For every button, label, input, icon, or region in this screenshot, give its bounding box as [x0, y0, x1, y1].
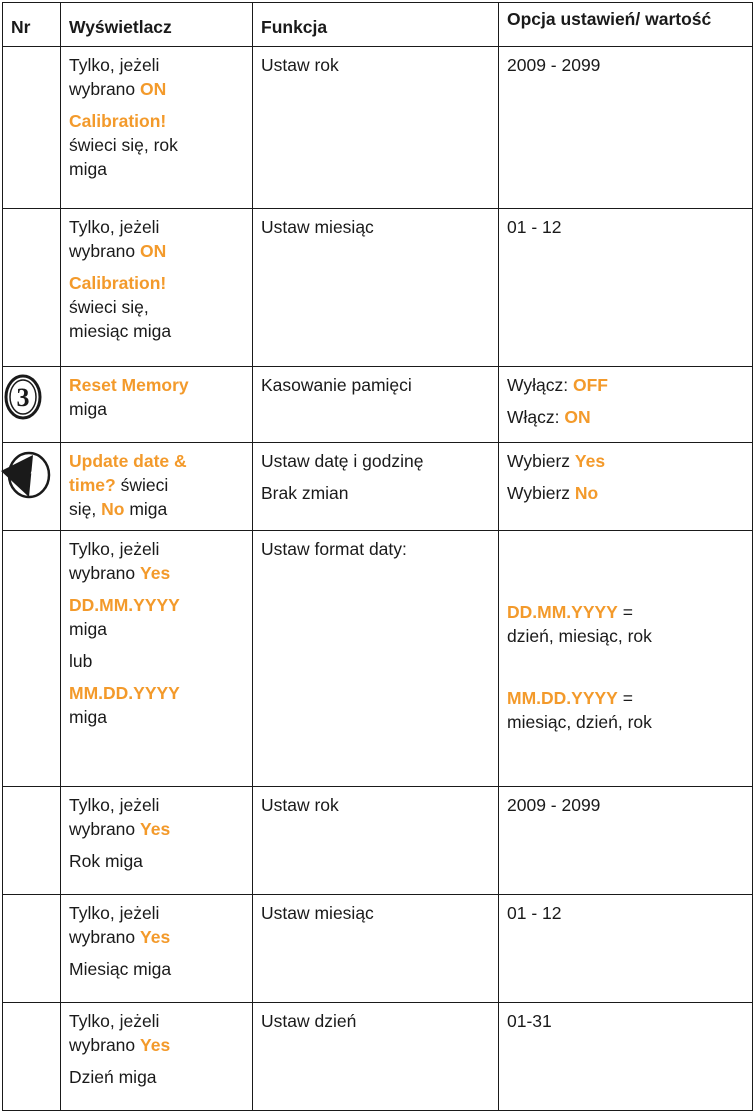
table-row — [3, 895, 753, 1003]
svg-text:?: ? — [29, 464, 45, 491]
table-row — [3, 787, 753, 895]
display-line: Tylko, jeżeli — [69, 55, 160, 75]
display-line: miga — [69, 159, 107, 179]
display-line: wybrano ON — [69, 241, 167, 261]
row-display-cell — [61, 47, 253, 209]
row-nr-cell — [3, 787, 61, 895]
row-option-cell: 2009 - 2099 — [499, 787, 753, 895]
row-display-cell — [61, 787, 253, 895]
display-line: Dzień miga — [69, 1067, 157, 1087]
display-line: wybrano Yes — [69, 563, 171, 583]
display-line: świeci się, rok — [69, 135, 178, 155]
option-line: Wyłącz: OFF — [507, 375, 608, 395]
option-line: DD.MM.YYYY = — [507, 602, 633, 622]
display-line: Reset Memory — [69, 375, 189, 395]
option-line: miesiąc, dzień, rok — [507, 712, 652, 732]
row-function-cell: Ustaw dzień — [253, 1003, 499, 1111]
display-line: DD.MM.YYYY — [69, 595, 180, 615]
header-function: Funkcja — [253, 3, 499, 47]
option-line: MM.DD.YYYY = — [507, 688, 633, 708]
header-option-text: Opcja ustawień/ wartość — [507, 9, 712, 29]
row-option-cell: 01-31 — [499, 1003, 753, 1111]
display-line: wybrano Yes — [69, 1035, 171, 1055]
display-line: Tylko, jeżeli — [69, 903, 160, 923]
display-line: wybrano Yes — [69, 819, 171, 839]
table-row — [3, 531, 753, 787]
row-display-cell — [61, 531, 253, 787]
svg-text:3: 3 — [16, 383, 30, 412]
row-option-cell — [499, 443, 753, 531]
row-option-cell: 01 - 12 — [499, 209, 753, 367]
row-nr-cell — [3, 895, 61, 1003]
table-row — [3, 47, 753, 209]
row-nr-cell — [3, 367, 61, 443]
display-line: Tylko, jeżeli — [69, 1011, 160, 1031]
table-row — [3, 209, 753, 367]
display-line: się, No miga — [69, 499, 168, 519]
row-function-cell: Ustaw miesiąc — [253, 895, 499, 1003]
settings-table — [2, 2, 753, 1111]
step-3-circle-icon — [3, 373, 43, 421]
table-row — [3, 367, 753, 443]
row-display-cell — [61, 1003, 253, 1111]
option-line: Wybierz No — [507, 483, 599, 503]
row-function-cell: Kasowanie pamięci — [253, 367, 499, 443]
option-line: Wybierz Yes — [507, 451, 606, 471]
display-line: MM.DD.YYYY — [69, 683, 180, 703]
header-option — [499, 3, 753, 47]
display-line: Miesiąc miga — [69, 959, 172, 979]
function-line: Brak zmian — [261, 483, 349, 503]
row-nr-cell — [3, 443, 61, 531]
display-line: Calibration! — [69, 273, 167, 293]
row-option-cell — [499, 367, 753, 443]
display-line: miga — [69, 619, 107, 639]
row-option-cell: 01 - 12 — [499, 895, 753, 1003]
function-line: Ustaw datę i godzinę — [261, 451, 424, 471]
display-line: Tylko, jeżeli — [69, 217, 160, 237]
row-nr-cell — [3, 531, 61, 787]
display-line: Tylko, jeżeli — [69, 539, 160, 559]
row-function-cell: Ustaw format daty: — [253, 531, 499, 787]
display-line: świeci się, — [69, 297, 149, 317]
display-line: wybrano Yes — [69, 927, 171, 947]
row-option-cell — [499, 531, 753, 787]
row-display-cell — [61, 895, 253, 1003]
display-line: miesiąc miga — [69, 321, 172, 341]
display-line: Rok miga — [69, 851, 143, 871]
row-display-cell — [61, 209, 253, 367]
header-display: Wyświetlacz — [61, 3, 253, 47]
row-display-cell — [61, 443, 253, 531]
row-option-cell: 2009 - 2099 — [499, 47, 753, 209]
display-line: miga — [69, 707, 107, 727]
display-line: miga — [69, 399, 107, 419]
option-line: Włącz: ON — [507, 407, 591, 427]
question-arrow-icon — [0, 449, 53, 503]
table-header-row — [3, 3, 753, 47]
table-row — [3, 443, 753, 531]
display-line: lub — [69, 651, 93, 671]
option-line: dzień, miesiąc, rok — [507, 626, 652, 646]
display-line: Tylko, jeżeli — [69, 795, 160, 815]
row-nr-cell — [3, 209, 61, 367]
header-nr: Nr — [3, 3, 61, 47]
display-line: time? świeci — [69, 475, 169, 495]
row-function-cell: Ustaw miesiąc — [253, 209, 499, 367]
row-function-cell — [253, 443, 499, 531]
row-display-cell — [61, 367, 253, 443]
row-nr-cell — [3, 47, 61, 209]
table-row — [3, 1003, 753, 1111]
row-nr-cell — [3, 1003, 61, 1111]
display-line: Calibration! — [69, 111, 167, 131]
row-function-cell: Ustaw rok — [253, 787, 499, 895]
row-function-cell: Ustaw rok — [253, 47, 499, 209]
display-line: wybrano ON — [69, 79, 167, 99]
display-line: Update date & — [69, 451, 187, 471]
